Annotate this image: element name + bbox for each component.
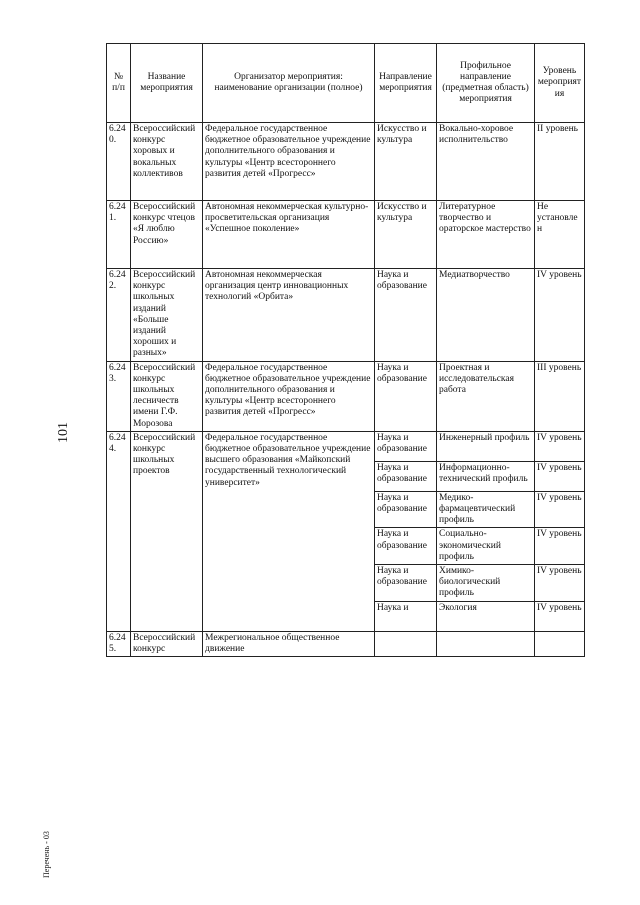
- event-level: [535, 631, 585, 656]
- event-profile: Вокально-хоровое исполнительство: [437, 123, 535, 201]
- event-direction: Наука и: [375, 601, 437, 631]
- event-organizer: Автономная некоммерческая организация центр инновационных технологий «Орбита»: [203, 269, 375, 362]
- event-profile: Инженерный профиль: [437, 431, 535, 461]
- table-row: [107, 631, 585, 656]
- event-name: Всероссийский конкурс школьных лесничеств имени Г.Ф. Морозова: [131, 361, 203, 431]
- event-direction: Наука и образование: [375, 431, 437, 461]
- event-direction: Наука и образование: [375, 491, 437, 528]
- row-number: 6.242.: [107, 269, 131, 362]
- table-header-row: [107, 44, 585, 123]
- table-row: [107, 361, 585, 431]
- event-organizer: Федеральное государственное бюджетное образовательное учреждение высшего образования «Майкопский государственный технологический университет»: [203, 431, 375, 631]
- event-profile: Медиатворчество: [437, 269, 535, 362]
- column-header-number: № п/п: [107, 44, 131, 123]
- row-number: 6.241.: [107, 201, 131, 269]
- event-direction: Искусство и культура: [375, 123, 437, 201]
- event-level: IV уровень: [535, 601, 585, 631]
- event-profile: [437, 631, 535, 656]
- event-level: III уровень: [535, 361, 585, 431]
- event-organizer: Автономная некоммерческая культурно-просветительская организация «Успешное поколение»: [203, 201, 375, 269]
- event-name: Всероссийский конкурс школьных изданий «Больше изданий хороших и разных»: [131, 269, 203, 362]
- row-number: 6.244.: [107, 431, 131, 631]
- event-direction: Наука и образование: [375, 565, 437, 602]
- event-direction: Наука и образование: [375, 361, 437, 431]
- table-row: [107, 269, 585, 362]
- footer-note: Перечень - 03: [42, 831, 51, 878]
- event-profile: Литературное творчество и ораторское мастерство: [437, 201, 535, 269]
- event-level: IV уровень: [535, 528, 585, 565]
- event-level: IV уровень: [535, 269, 585, 362]
- event-direction: Наука и образование: [375, 269, 437, 362]
- event-profile: Проектная и исследовательская работа: [437, 361, 535, 431]
- event-profile: Экология: [437, 601, 535, 631]
- event-level: Не установлен: [535, 201, 585, 269]
- row-number: 6.243.: [107, 361, 131, 431]
- table-row: [107, 431, 585, 461]
- event-level: IV уровень: [535, 565, 585, 602]
- table-body: [107, 123, 585, 657]
- column-header-profile: Профильное направление (предметная область) мероприятия: [437, 44, 535, 123]
- event-level: IV уровень: [535, 461, 585, 491]
- event-profile: Химико-биологический профиль: [437, 565, 535, 602]
- event-organizer: Межрегиональное общественное движение: [203, 631, 375, 656]
- row-number: 6.245.: [107, 631, 131, 656]
- events-table: [106, 43, 585, 657]
- column-header-name: Название мероприятия: [131, 44, 203, 123]
- event-direction: [375, 631, 437, 656]
- page-number: 101: [56, 422, 71, 443]
- event-name: Всероссийский конкурс хоровых и вокальных коллективов: [131, 123, 203, 201]
- event-profile: Социально-экономический профиль: [437, 528, 535, 565]
- row-number: 6.240.: [107, 123, 131, 201]
- event-direction: Наука и образование: [375, 528, 437, 565]
- column-header-organizer: Организатор мероприятия: наименование организации (полное): [203, 44, 375, 123]
- event-name: Всероссийский конкурс чтецов «Я люблю Россию»: [131, 201, 203, 269]
- event-profile: Медико-фармацевтический профиль: [437, 491, 535, 528]
- event-level: II уровень: [535, 123, 585, 201]
- event-name: Всероссийский конкурс школьных проектов: [131, 431, 203, 631]
- event-profile: Информационно-технический профиль: [437, 461, 535, 491]
- event-direction: Наука и образование: [375, 461, 437, 491]
- event-name: Всероссийский конкурс: [131, 631, 203, 656]
- event-level: IV уровень: [535, 431, 585, 461]
- event-direction: Искусство и культура: [375, 201, 437, 269]
- column-header-direction: Направление мероприятия: [375, 44, 437, 123]
- column-header-level: Уровень мероприятия: [535, 44, 585, 123]
- event-organizer: Федеральное государственное бюджетное образовательное учреждение дополнительного образования и культуры «Центр всестороннего развития детей «Прогресс»: [203, 123, 375, 201]
- table-row: [107, 201, 585, 269]
- event-organizer: Федеральное государственное бюджетное образовательное учреждение дополнительного образования и культуры «Центр всестороннего развития детей «Прогресс»: [203, 361, 375, 431]
- table-row: [107, 123, 585, 201]
- event-level: IV уровень: [535, 491, 585, 528]
